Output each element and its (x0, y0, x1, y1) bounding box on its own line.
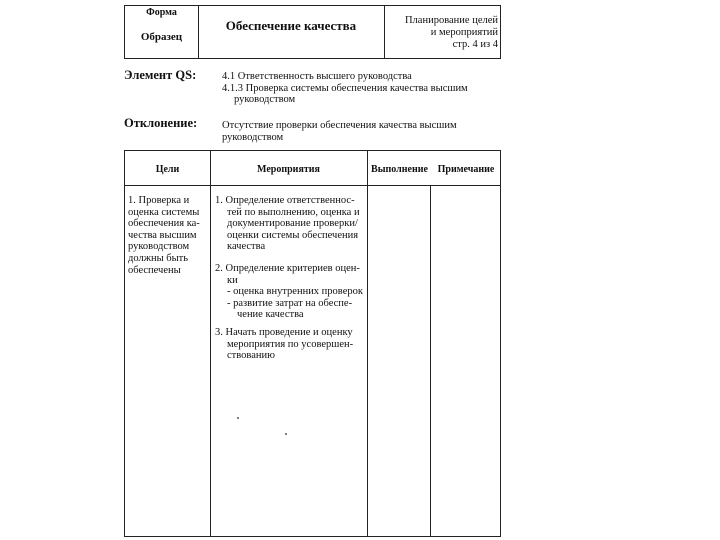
page-info-line: Планирование целей (404, 15, 498, 26)
header-form-cell (125, 6, 199, 58)
deviation-line: Отсутствие проверки обеспечения качества высшим (222, 120, 457, 131)
measure-line: 3. Начать проведение и оценку (215, 327, 353, 338)
goal-line: 1. Проверка и (128, 195, 190, 206)
goal-cell (128, 195, 210, 276)
measure-item-2 (215, 263, 367, 321)
sample-label: Образец (140, 31, 183, 43)
goal-line: чества высшим (128, 229, 197, 241)
goal-line: руководством (128, 241, 190, 253)
column-header-measures: Мероприятия (257, 164, 320, 175)
deviation-line: руководством (222, 131, 284, 143)
measure-line: - оценка внутренних проверок (227, 286, 363, 298)
scan-speck (285, 433, 287, 435)
element-line: 4.1.3 Проверка системы обеспечения качества высшим (222, 82, 468, 94)
deviation-text (222, 120, 502, 143)
goal-line: обеспечены (128, 264, 181, 276)
form-header (124, 5, 501, 59)
column-header-execution: Выполнение (371, 164, 428, 175)
measure-line: качества (227, 241, 266, 253)
page-info (386, 15, 498, 51)
measure-line: 1. Определение ответственнос- (215, 195, 355, 206)
document-title: Обеспечение качества (225, 18, 357, 33)
measure-line: - развитие затрат на обеспе- (227, 297, 353, 309)
measure-line: ки (227, 274, 238, 286)
column-divider (430, 185, 431, 536)
measure-line: тей по выполнению, оценка и (227, 206, 360, 218)
column-header-goals: Цели (155, 164, 180, 175)
element-qs-text (222, 71, 502, 106)
measure-line: чение качества (237, 309, 304, 321)
header-divider (125, 185, 500, 186)
column-header-note: Примечание (437, 164, 495, 175)
goal-line: обеспечения ка- (128, 218, 200, 230)
measure-item-3 (215, 327, 367, 362)
measure-line: ствованию (227, 350, 275, 362)
column-divider (210, 151, 211, 536)
header-page-info-cell (384, 6, 500, 58)
element-line: руководством (234, 94, 296, 105)
measure-line: 2. Определение критериев оцен- (215, 263, 360, 274)
measure-line: документирование проверки/ (227, 218, 358, 230)
column-divider (367, 151, 368, 536)
scan-speck (237, 417, 239, 419)
page-info-line: и мероприятий (430, 27, 498, 38)
measure-line: мероприятия по усовершен- (227, 338, 354, 350)
measure-line: оценки системы обеспечения (227, 229, 359, 241)
planning-table (124, 150, 501, 537)
deviation-label: Отклонение: (124, 116, 198, 130)
goal-line: оценка системы (128, 206, 200, 218)
element-qs-label: Элемент QS: (124, 68, 197, 82)
element-line: 4.1 Ответственность высшего руководства (222, 71, 412, 82)
header-title-cell (198, 6, 385, 58)
goal-line: должны быть (128, 252, 189, 264)
measure-item-1 (215, 195, 367, 253)
form-label: Форма (146, 7, 177, 18)
page-number: стр. 4 из 4 (452, 39, 498, 50)
